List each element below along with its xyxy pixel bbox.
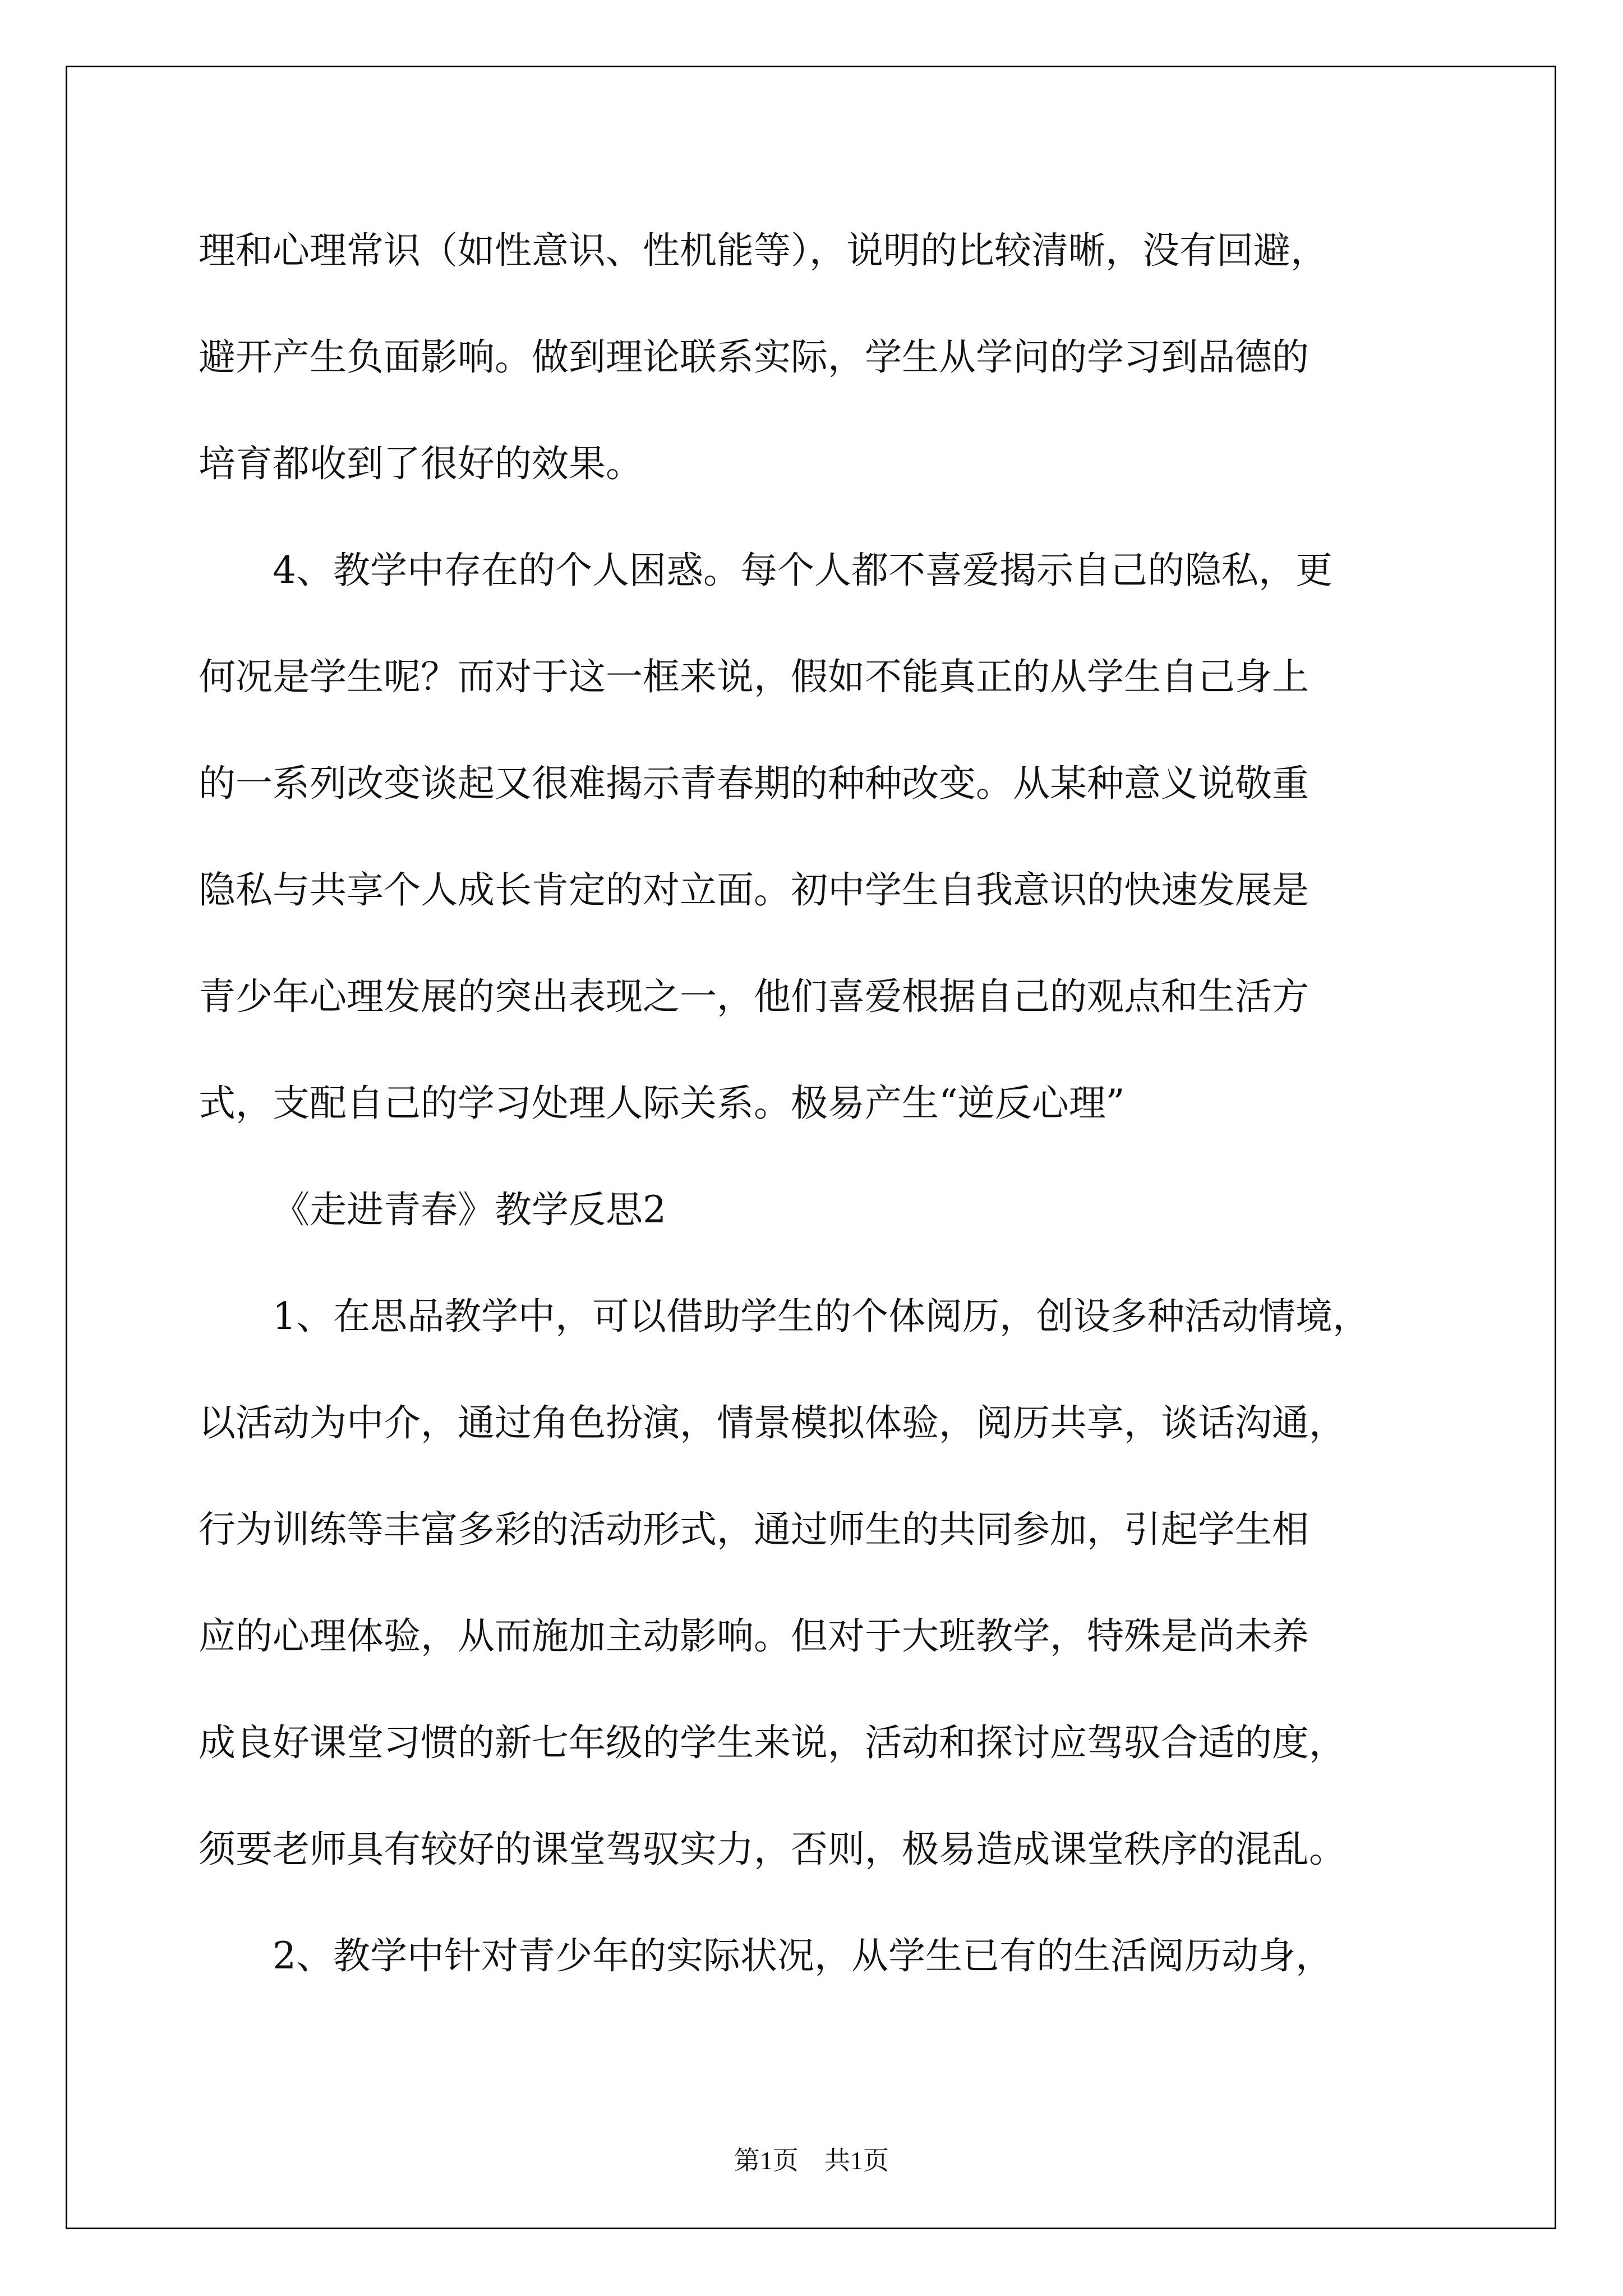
body-text-line: 青少年心理发展的突出表现之一，他们喜爱根据自己的观点和生活方	[199, 975, 1309, 1018]
paragraph-heading-line: 4、教学中存在的个人困惑。每个人都不喜爱揭示自己的隐私，更	[273, 549, 1332, 592]
body-text-line: 何况是学生呢？而对于这一框来说，假如不能真正的从学生自己身上	[199, 655, 1309, 698]
paragraph-heading-line: 1、在思品教学中，可以借助学生的个体阅历，创设多种活动情境，	[273, 1295, 1370, 1338]
section-title: 《走进青春》教学反思2	[273, 1188, 666, 1231]
paragraph-heading-line: 2、教学中针对青少年的实际状况，从学生已有的生活阅历动身，	[273, 1934, 1332, 1977]
body-text-line: 须要老师具有较好的课堂驾驭实力，否则，极易造成课堂秩序的混乱。	[199, 1828, 1346, 1871]
body-text-line: 应的心理体验，从而施加主动影响。但对于大班教学，特殊是尚未养	[199, 1614, 1309, 1658]
page-footer: 第1页 共1页	[734, 2146, 889, 2175]
body-text-line: 行为训练等丰富多彩的活动形式，通过师生的共同参加，引起学生相	[199, 1508, 1309, 1551]
body-text-line: 以活动为中介，通过角色扮演，情景模拟体验，阅历共享，谈话沟通，	[199, 1401, 1346, 1444]
body-text-line: 隐私与共享个人成长肯定的对立面。初中学生自我意识的快速发展是	[199, 868, 1309, 912]
body-text-line: 培育都收到了很好的效果。	[199, 442, 643, 485]
page-border	[66, 66, 1556, 2229]
body-text-line: 避开产生负面影响。做到理论联系实际，学生从学问的学习到品德的	[199, 335, 1309, 379]
body-text-line: 理和心理常识（如性意识、性机能等），说明的比较清晰，没有回避，	[199, 229, 1327, 272]
body-text-line: 的一系列改变谈起又很难揭示青春期的种种改变。从某种意义说敬重	[199, 762, 1309, 805]
body-text-line: 成良好课堂习惯的新七年级的学生来说，活动和探讨应驾驭合适的度，	[199, 1721, 1346, 1764]
body-text-line: 式，支配自己的学习处理人际关系。极易产生“逆反心理”	[199, 1082, 1125, 1125]
